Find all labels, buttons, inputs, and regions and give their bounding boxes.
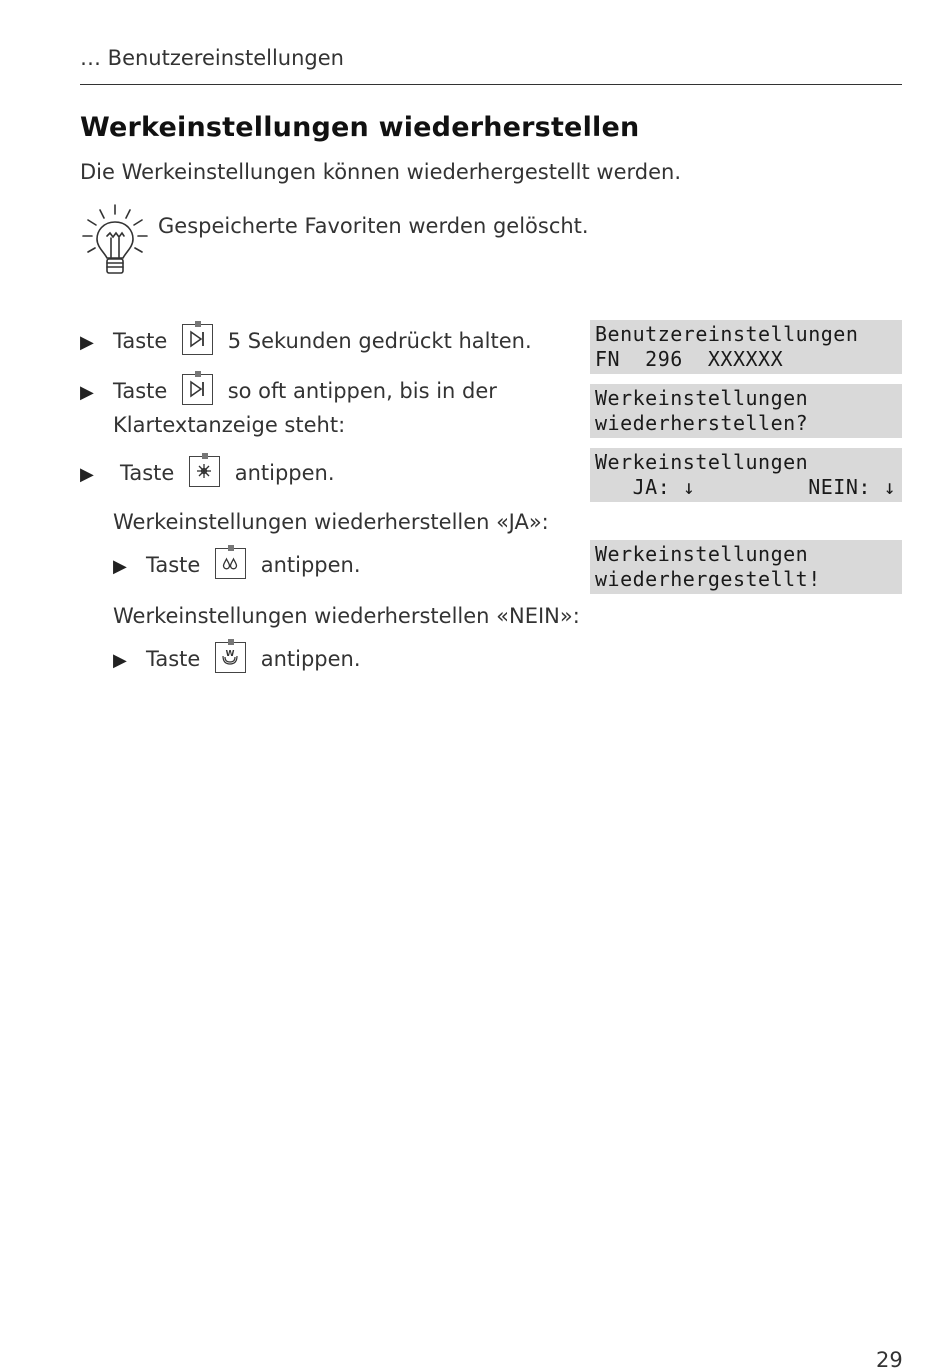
step-2-text-line2: Klartextanzeige steht: (113, 413, 346, 437)
section-title: Werkeinstellungen wiederherstellen (80, 112, 640, 143)
display-4-line-1: Werkeinstellungen (595, 542, 809, 566)
display-2 (590, 384, 902, 438)
display-3-line-2: JA: ↓ NEIN: ↓ (595, 475, 896, 499)
step-3-text: antippen. (234, 461, 335, 485)
display-3-line-1: Werkeinstellungen (595, 450, 809, 474)
display-1-line-1: Benutzereinstellungen (595, 322, 859, 346)
svg-text:W: W (225, 648, 235, 658)
display-1-line-2: FN 296 XXXXXX (595, 347, 784, 371)
display-3 (590, 448, 902, 502)
step-1 (113, 324, 532, 358)
bullet-arrow-icon: ▶ (80, 382, 94, 403)
display-2-line-2: wiederherstellen? (595, 411, 809, 435)
header-rule (80, 84, 902, 85)
nein-step (146, 642, 361, 676)
step-2 (113, 374, 497, 442)
lightbulb-icon (80, 202, 150, 278)
ja-step (146, 548, 361, 582)
page-number: 29 (876, 1348, 903, 1372)
display-4 (590, 540, 902, 594)
taste-label: Taste (120, 461, 175, 485)
bullet-arrow-icon: ▶ (80, 464, 94, 485)
bullet-arrow-icon: ▶ (113, 556, 127, 577)
taste-label: Taste (113, 379, 168, 403)
skip-key-icon (182, 324, 213, 355)
taste-label: Taste (146, 647, 201, 671)
warm-key-icon (215, 642, 246, 673)
nein-heading: Werkeinstellungen wiederherstellen «NEIN»: (113, 604, 580, 628)
display-2-line-1: Werkeinstellungen (595, 386, 809, 410)
tip-text: Gespeicherte Favoriten werden gelöscht. (158, 214, 589, 238)
ja-step-text: antippen. (260, 553, 361, 577)
drops-key-icon (215, 548, 246, 579)
skip-key-icon (182, 374, 213, 405)
bullet-arrow-icon: ▶ (80, 332, 94, 353)
ja-heading: Werkeinstellungen wiederherstellen «JA»: (113, 510, 549, 534)
display-4-line-2: wiederhergestellt! (595, 567, 821, 591)
bullet-arrow-icon: ▶ (113, 650, 127, 671)
taste-label: Taste (146, 553, 201, 577)
taste-label: Taste (113, 329, 168, 353)
running-head: … Benutzereinstellungen (80, 46, 344, 70)
display-1 (590, 320, 902, 374)
snowflake-key-icon (189, 456, 220, 487)
nein-step-text: antippen. (260, 647, 361, 671)
step-2-text: so oft antippen, bis in der (227, 379, 497, 403)
step-1-text: 5 Sekunden gedrückt halten. (227, 329, 532, 353)
step-3 (120, 456, 335, 490)
section-intro: Die Werkeinstellungen können wiederhergestellt werden. (80, 160, 682, 184)
